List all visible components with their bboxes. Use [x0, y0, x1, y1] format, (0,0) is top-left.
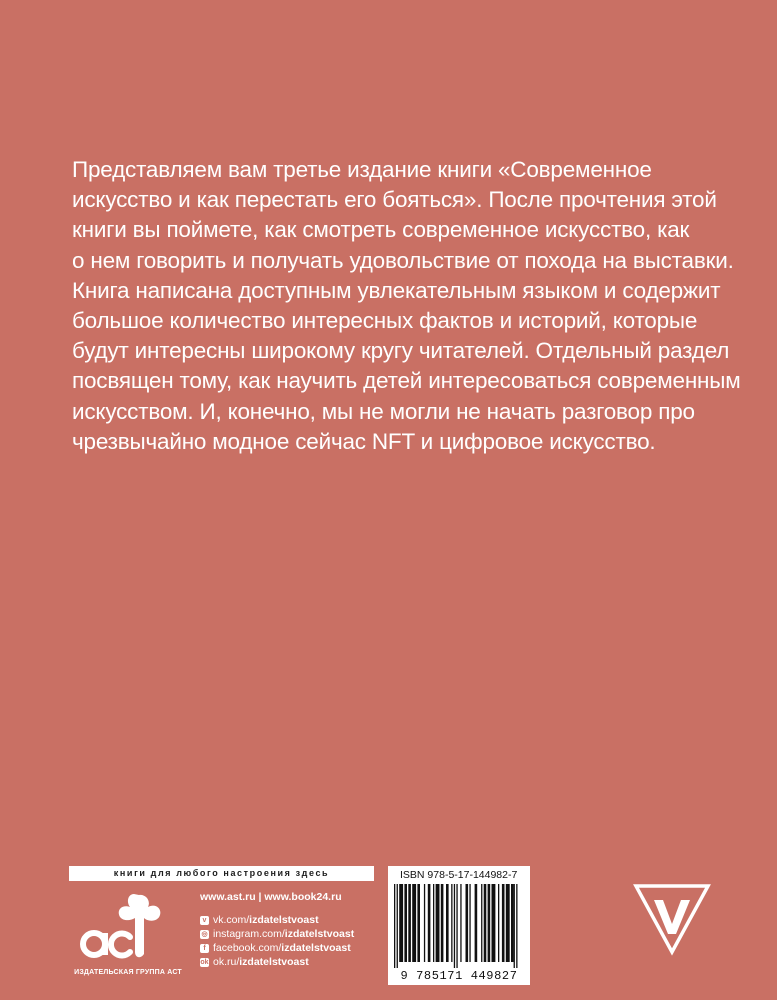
social-link-handle: izdatelstvoast: [249, 914, 319, 926]
description-line: посвящен тому, как научить детей интересоваться современным: [72, 368, 741, 394]
barcode-bar: [469, 884, 470, 962]
barcode-bar: [502, 884, 505, 962]
barcode-bar: [511, 884, 514, 962]
social-link-handle: izdatelstvoast: [284, 928, 355, 940]
description-line: большое количество интересных фактов и историй, которые: [72, 308, 698, 334]
social-link-vk[interactable]: [200, 913, 380, 927]
barcode-bar: [436, 884, 440, 962]
description-line: искусством. И, конечно, мы не могли не начать разговор про: [72, 398, 695, 424]
ast-logo-icon: [78, 892, 164, 972]
barcode-bar: [466, 884, 469, 962]
isbn-number: ISBN 978-5-17-144982-7: [400, 869, 518, 881]
barcode-bar: [454, 884, 455, 968]
barcode-bar: [516, 884, 517, 968]
social-link-prefix: facebook.com/: [213, 942, 282, 954]
facebook-icon: f: [200, 944, 209, 953]
barcode-bar: [424, 884, 425, 962]
vk-icon: v: [200, 916, 209, 925]
book-description: [72, 155, 741, 457]
website-links[interactable]: www.ast.ru | www.book24.ru: [200, 891, 342, 903]
social-link-odnoklassniki[interactable]: [200, 955, 380, 969]
description-line: о нем говорить и получать удовольствие от похода на выставки.: [72, 247, 734, 273]
barcode-bar: [481, 884, 482, 962]
description-line: будут интересны широкому кругу читателей. Отдельный раздел: [72, 338, 730, 364]
tagline-bar: книги для любого настроения здесь: [69, 866, 374, 881]
social-link-instagram[interactable]: [200, 927, 380, 941]
social-link-prefix: instagram.com/: [213, 928, 285, 940]
barcode-bar: [399, 884, 403, 962]
barcode-bar: [412, 884, 416, 962]
barcode-bar: [394, 884, 395, 968]
barcode-bar: [428, 884, 431, 962]
barcode-icon: [392, 884, 526, 968]
barcode-bar: [446, 884, 449, 962]
social-link-handle: izdatelstvoast: [239, 956, 309, 968]
barcode-bar: [484, 884, 487, 962]
barcode-bar: [488, 884, 491, 962]
v-triangle-logo-icon: [632, 880, 712, 960]
social-link-facebook[interactable]: [200, 941, 380, 955]
barcode-bar: [456, 884, 457, 968]
description-line: искусство и как перестать его бояться». После прочтения этой: [72, 187, 717, 213]
barcode-bar: [404, 884, 407, 962]
barcode-bar: [475, 884, 478, 962]
isbn-barcode: [388, 866, 530, 985]
barcode-bar: [441, 884, 444, 962]
barcode-bar: [433, 884, 434, 962]
barcode-bar: [506, 884, 510, 962]
barcode-digits: 9 785171 449827: [400, 969, 518, 983]
barcode-bar: [460, 884, 461, 962]
barcode-bar: [451, 884, 452, 962]
social-link-handle: izdatelstvoast: [281, 942, 351, 954]
publisher-links: [200, 890, 380, 969]
barcode-bar: [498, 884, 499, 962]
barcode-bar: [408, 884, 411, 962]
publisher-caption: ИЗДАТЕЛЬСКАЯ ГРУППА АСТ: [74, 969, 182, 976]
description-line: чрезвычайно модное сейчас NFT и цифровое искусство.: [72, 428, 656, 454]
description-line: Представляем вам третье издание книги «Современное: [72, 157, 652, 182]
social-link-prefix: vk.com/: [213, 914, 250, 926]
instagram-icon: ◎: [201, 930, 208, 938]
description-line: книги вы поймете, как смотреть современное искусство, как: [72, 217, 690, 243]
barcode-bar: [417, 884, 420, 962]
barcode-bar: [397, 884, 398, 968]
social-link-prefix: ok.ru/: [213, 956, 240, 968]
barcode-bar: [514, 884, 515, 968]
description-line: Книга написана доступным увлекательным языком и содержит: [72, 277, 721, 303]
odnoklassniki-icon: ok: [200, 958, 209, 966]
barcode-bar: [492, 884, 496, 962]
